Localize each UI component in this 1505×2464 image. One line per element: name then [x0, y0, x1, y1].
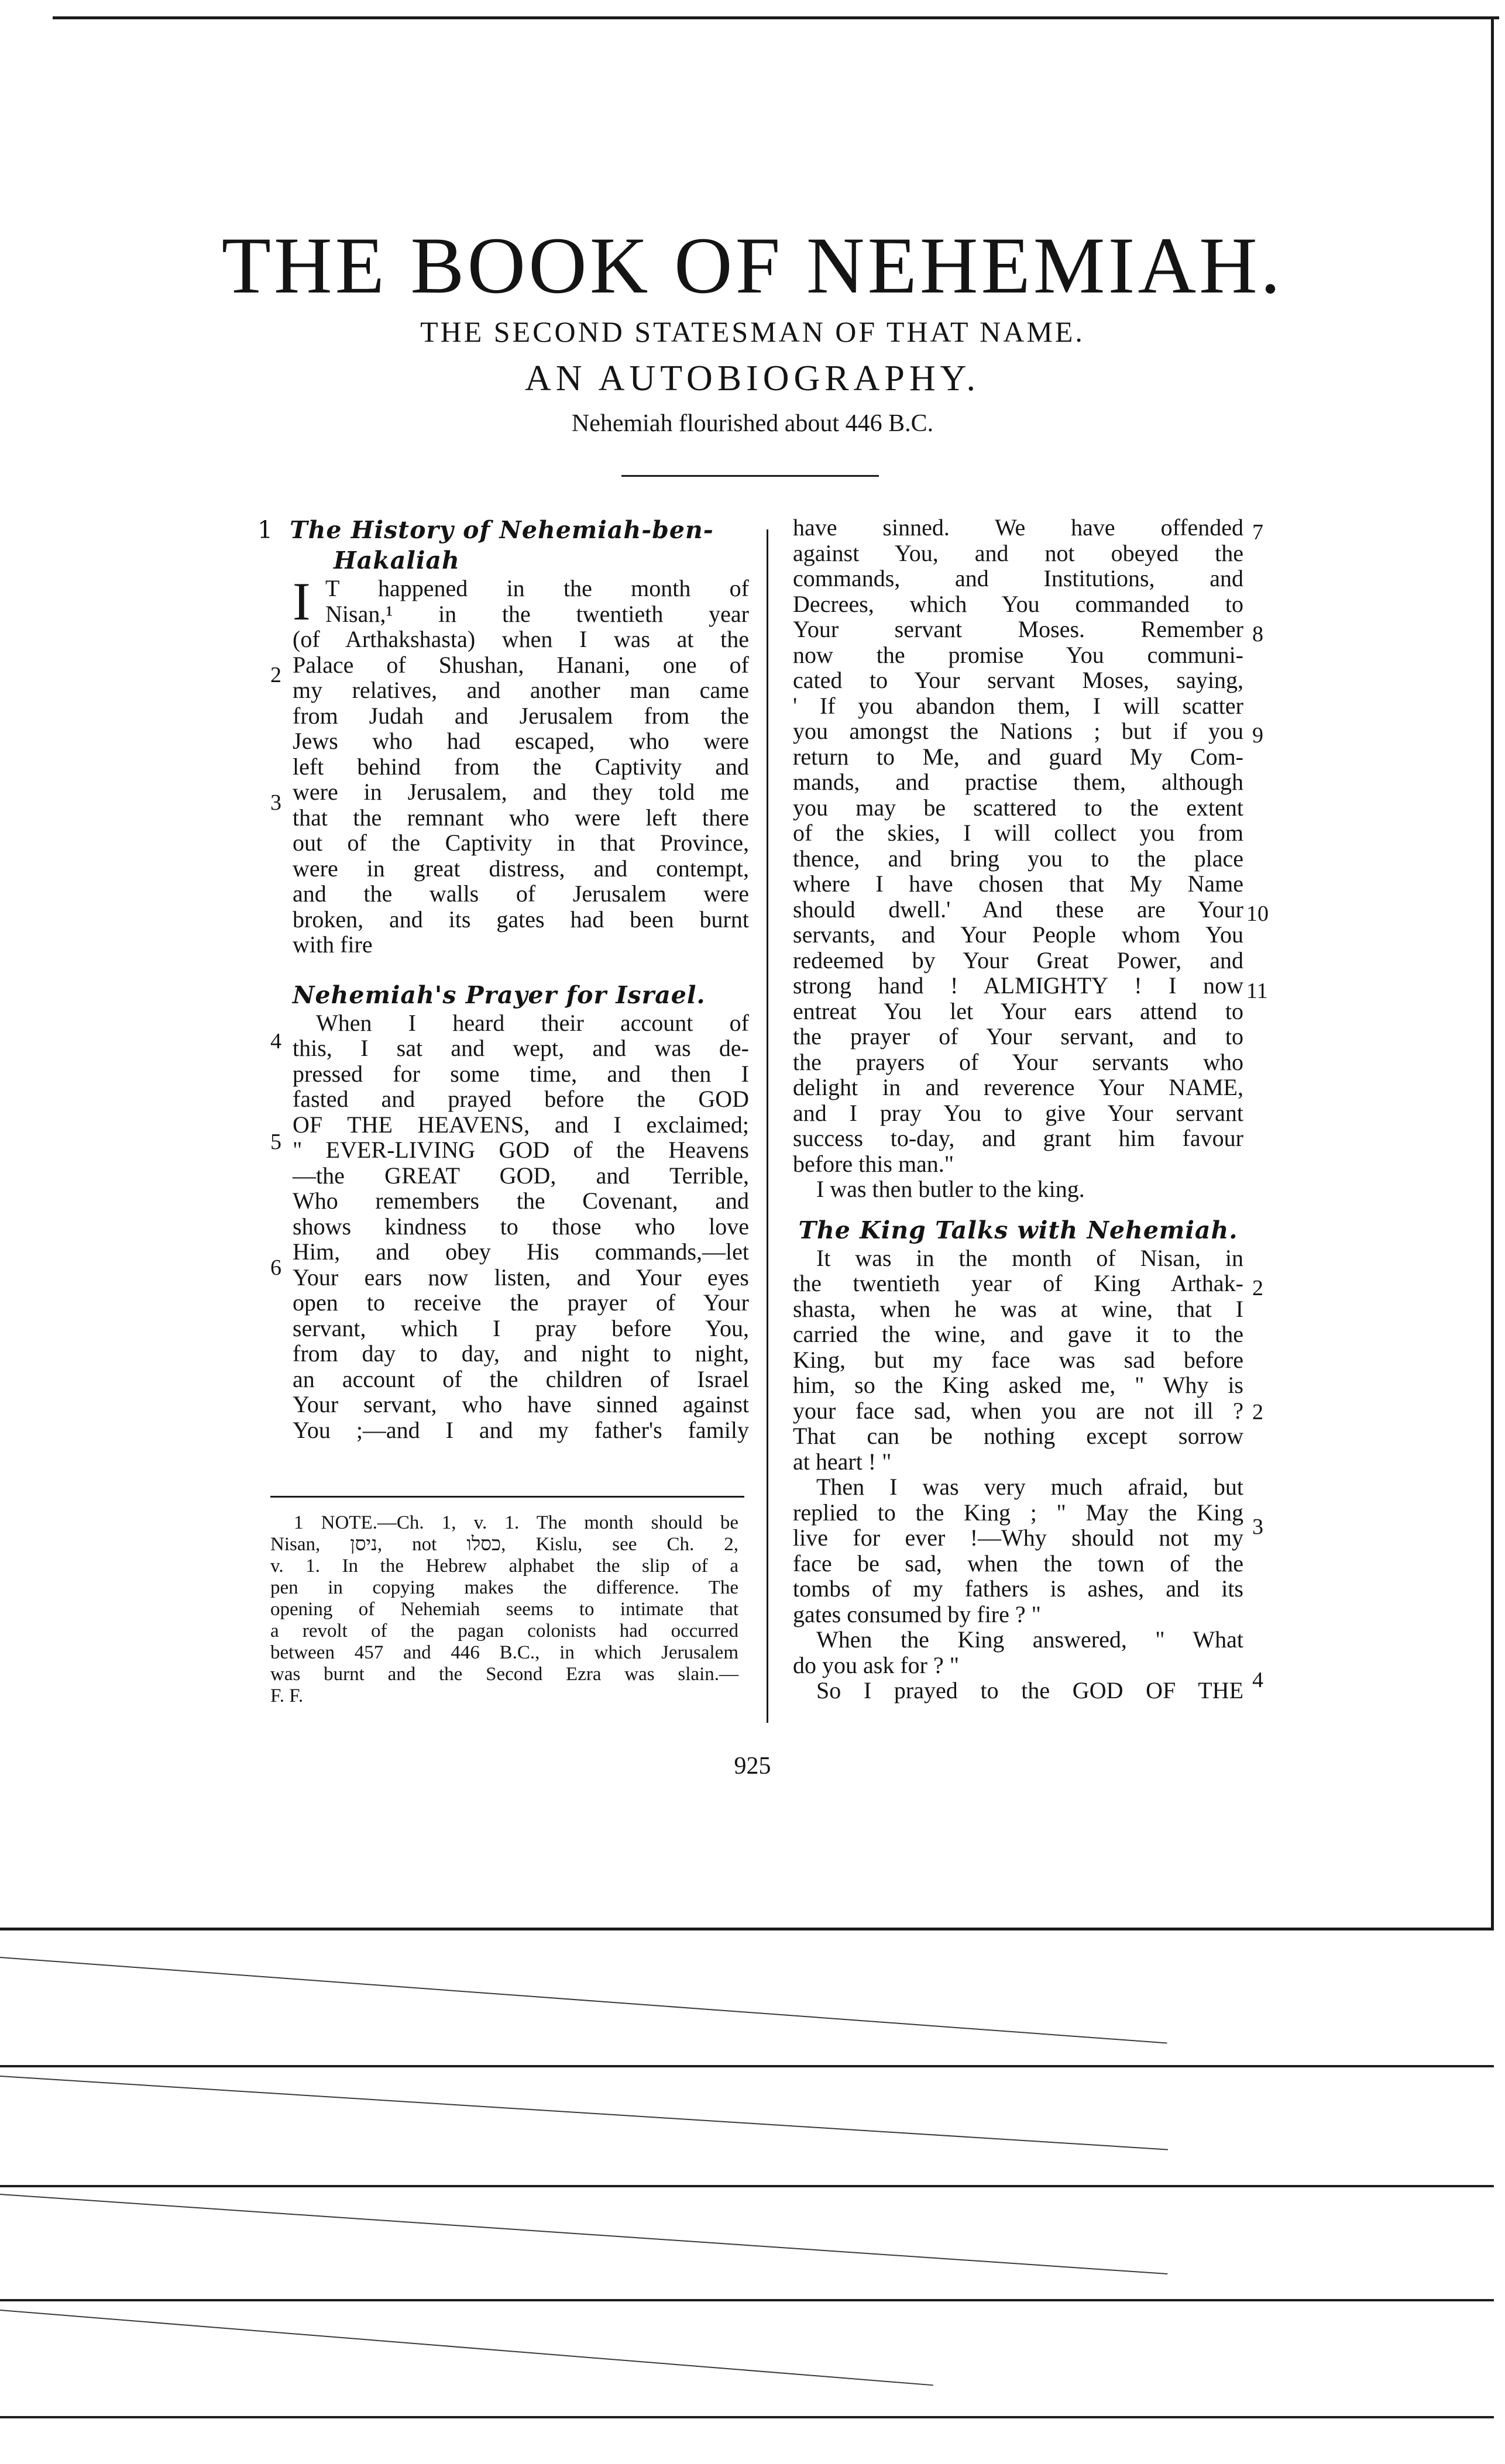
- text-line: you may be scattered to the extent: [793, 794, 1243, 821]
- text-line: now the promise You communi-: [793, 641, 1243, 668]
- text-line: at heart ! ": [793, 1448, 892, 1475]
- text-line: were in Jerusalem, and they told me: [293, 779, 749, 805]
- text-line: ' If you abandon them, I will scatter: [793, 692, 1243, 719]
- text-line: servants, and Your People whom You: [793, 921, 1243, 948]
- text-line: servant, which I pray before You,: [293, 1314, 749, 1341]
- text-line: face be sad, when the town of the: [793, 1550, 1243, 1577]
- text-line: have sinned. We have offended: [793, 514, 1243, 541]
- text-line: Your ears now listen, and Your eyes: [293, 1264, 749, 1290]
- date-line: Nehemiah flourished about 446 B.C.: [571, 410, 934, 437]
- text-line: you amongst the Nations ; but if you: [793, 718, 1243, 744]
- text-line: where I have chosen that My Name: [793, 870, 1243, 897]
- text-line: Jews who had escaped, who were: [293, 728, 749, 754]
- scan-frame-bottom: [0, 1928, 1494, 1930]
- right-column: [793, 515, 1243, 1704]
- verse-number: 2: [270, 663, 281, 687]
- text-line: do you ask for ? ": [793, 1651, 960, 1678]
- text-line: Palace of Shushan, Hanani, one of: [293, 651, 749, 678]
- verse-number: 9: [1252, 723, 1263, 748]
- text-line: broken, and its gates had been burnt: [293, 906, 749, 932]
- text-line: King, but my face was sad before: [793, 1346, 1243, 1373]
- text-line: strong hand ! ALMIGHTY ! I now: [793, 972, 1243, 999]
- text-line: F. F.: [270, 1685, 304, 1706]
- footnote: [270, 1512, 738, 1707]
- section-heading-king: The King Talks with Nehemiah.: [798, 1216, 1238, 1244]
- verse-number: 8: [1252, 622, 1263, 646]
- text-line: delight in and reverence Your NAME,: [793, 1074, 1243, 1100]
- scan-artifact-line: [0, 2299, 1494, 2301]
- text-line: an account of the children of Israel: [293, 1365, 749, 1392]
- scan-artifact-diagonal: [0, 2310, 933, 2386]
- text-line: gates consumed by fire ? ": [793, 1601, 1041, 1627]
- text-line: your face sad, when you are not ill ?: [793, 1397, 1243, 1424]
- text-line: thence, and bring you to the place: [793, 845, 1243, 872]
- text-line: mands, and practise them, although: [793, 769, 1243, 795]
- paragraph: [793, 1678, 1243, 1704]
- text-line: v. 1. In the Hebrew alphabet the slip of a: [270, 1556, 738, 1577]
- text-line: You ;—and I and my father's family: [293, 1416, 749, 1443]
- text-line: opening of Nehemiah seems to intimate that: [270, 1599, 738, 1620]
- text-line: I was then butler to the king.: [816, 1176, 1085, 1202]
- spacer: [293, 958, 749, 980]
- verse-number: 6: [270, 1255, 281, 1280]
- text-line: fasted and prayed before the GOD: [293, 1086, 749, 1112]
- text-line: live for ever !—Why should not my: [793, 1524, 1243, 1551]
- verse-number: 11: [1246, 979, 1268, 1003]
- section-heading-history: [257, 515, 749, 545]
- section-heading-prayer: Nehemiah's Prayer for Israel.: [293, 980, 706, 1009]
- text-line: before this man.": [793, 1150, 954, 1177]
- left-column: [257, 515, 749, 1443]
- title-divider: [621, 475, 879, 477]
- scan-artifact-diagonal: [0, 1957, 1167, 2043]
- verse-number: 4: [270, 1029, 281, 1054]
- text-line: success to-day, and grant him favour: [793, 1125, 1243, 1151]
- text-line: that the remnant who were left there: [293, 804, 749, 831]
- text-line: So I prayed to the GOD OF THE: [816, 1677, 1243, 1704]
- heading-line: Hakaliah: [334, 546, 460, 574]
- text-line: Your servant Moses. Remember: [793, 616, 1243, 642]
- text-line: " EVER-LIVING GOD of the Heavens: [293, 1137, 749, 1163]
- column-divider: [767, 529, 768, 1723]
- text-line: and I pray You to give Your servant: [793, 1099, 1243, 1126]
- text-line: between 457 and 446 B.C., in which Jerusalem: [270, 1642, 738, 1663]
- scan-artifact-diagonal: [0, 2194, 1167, 2274]
- text-line: cated to Your servant Moses, saying,: [793, 667, 1243, 693]
- spacer: [793, 1202, 1243, 1215]
- text-line: That can be nothing except sorrow: [793, 1423, 1243, 1449]
- text-line: a revolt of the pagan colonists had occurred: [270, 1620, 738, 1641]
- page-subtitle-autobiography: AN AUTOBIOGRAPHY.: [525, 359, 980, 398]
- paragraph: [793, 515, 1243, 1176]
- text-line: redeemed by Your Great Power, and: [793, 947, 1243, 973]
- text-line: against You, and not obeyed the: [793, 539, 1243, 566]
- text-line: Who remembers the Covenant, and: [293, 1188, 749, 1214]
- text-line: shows kindness to those who love: [293, 1213, 749, 1240]
- text-line: entreat You let Your ears attend to: [793, 997, 1243, 1024]
- text-line: T happened in the month of: [325, 575, 749, 601]
- text-line: When I heard their account of: [316, 1009, 749, 1036]
- text-line: the twentieth year of King Arthak-: [793, 1270, 1243, 1296]
- text-line: were in great distress, and contempt,: [293, 855, 749, 882]
- text-line: left behind from the Captivity and: [293, 753, 749, 780]
- text-line: him, so the King asked me, " Why is: [793, 1372, 1243, 1398]
- paragraph: [293, 1010, 749, 1443]
- text-line: was burnt and the Second Ezra was slain.—: [270, 1664, 738, 1685]
- text-line: 1 NOTE.—Ch. 1, v. 1. The month should be: [294, 1512, 738, 1533]
- text-line: the prayers of Your servants who: [793, 1048, 1243, 1075]
- text-line: open to receive the prayer of Your: [293, 1289, 749, 1316]
- text-line: —the GREAT GOD, and Terrible,: [293, 1162, 749, 1189]
- text-line: should dwell.' And these are Your: [793, 896, 1243, 923]
- text-line: OF THE HEAVENS, and I exclaimed;: [293, 1111, 749, 1138]
- verse-number: 3: [270, 790, 281, 815]
- text-line: (of Arthakshasta) when I was at the: [293, 626, 749, 652]
- text-line: from day to day, and night to night,: [293, 1340, 749, 1367]
- scan-artifact-diagonal: [0, 2076, 1168, 2150]
- scan-artifact-line: [0, 2185, 1494, 2187]
- chapter-marker: 1: [257, 516, 274, 544]
- text-line: commands, and Institutions, and: [793, 565, 1243, 591]
- verse-number: 3: [1252, 1515, 1263, 1539]
- paragraph-opening: [293, 572, 749, 958]
- text-line: the prayer of Your servant, and to: [793, 1023, 1243, 1049]
- text-line: pen in copying makes the difference. The: [270, 1577, 738, 1598]
- verse-number: 7: [1252, 520, 1263, 545]
- drop-cap: I: [293, 572, 311, 631]
- scan-frame-top: [53, 16, 1499, 19]
- heading-line: The History of Nehemiah-ben-: [290, 516, 714, 544]
- text-line: Him, and obey His commands,—let: [293, 1238, 749, 1265]
- verse-number: 10: [1246, 901, 1269, 926]
- page-title: THE BOOK OF NEHEMIAH.: [221, 221, 1284, 310]
- text-line: replied to the King ; " May the King: [793, 1499, 1243, 1526]
- text-line: tombs of my fathers is ashes, and its: [793, 1575, 1243, 1602]
- verse-number: 4: [1252, 1668, 1263, 1692]
- text-line: Nisan,¹ in the twentieth year: [325, 600, 749, 627]
- page-number: 925: [734, 1753, 771, 1780]
- verse-number: 2: [1252, 1276, 1263, 1300]
- verse-number: 5: [270, 1130, 281, 1154]
- text-line: and the walls of Jerusalem were: [293, 880, 749, 907]
- page-subtitle: THE SECOND STATESMAN OF THAT NAME.: [420, 315, 1085, 348]
- text-line: It was in the month of Nisan, in: [816, 1244, 1243, 1271]
- paragraph: [293, 572, 749, 958]
- text-line: Decrees, which You commanded to: [793, 590, 1243, 617]
- text-line: Nisan, ניסן, not כסלו, Kislu, see Ch. 2,: [270, 1534, 738, 1555]
- paragraph: [793, 1474, 1243, 1627]
- text-line: return to Me, and guard My Com-: [793, 743, 1243, 770]
- text-line: Then I was very much afraid, but: [816, 1474, 1243, 1500]
- text-line: this, I sat and wept, and was de-: [293, 1035, 749, 1061]
- text-line: with fire: [293, 931, 373, 958]
- text-line: my relatives, and another man came: [293, 677, 749, 703]
- paragraph: [793, 1627, 1243, 1678]
- text-line: of the skies, I will collect you from: [793, 820, 1243, 846]
- text-line: shasta, when he was at wine, that I: [793, 1295, 1243, 1322]
- paragraph: [793, 1245, 1243, 1475]
- scan-artifact-line: [0, 2065, 1494, 2067]
- text-line: out of the Captivity in that Province,: [293, 830, 749, 856]
- text-line: When the King answered, " What: [816, 1626, 1243, 1653]
- text-line: from Judah and Jerusalem from the: [293, 702, 749, 729]
- scan-artifact-line: [0, 2416, 1494, 2418]
- verse-number: 2: [1252, 1400, 1263, 1424]
- text-line: Your servant, who have sinned against: [293, 1391, 749, 1417]
- footnote-divider: [270, 1496, 744, 1498]
- text-line: pressed for some time, and then I: [293, 1060, 749, 1087]
- text-line: carried the wine, and gave it to the: [793, 1321, 1243, 1347]
